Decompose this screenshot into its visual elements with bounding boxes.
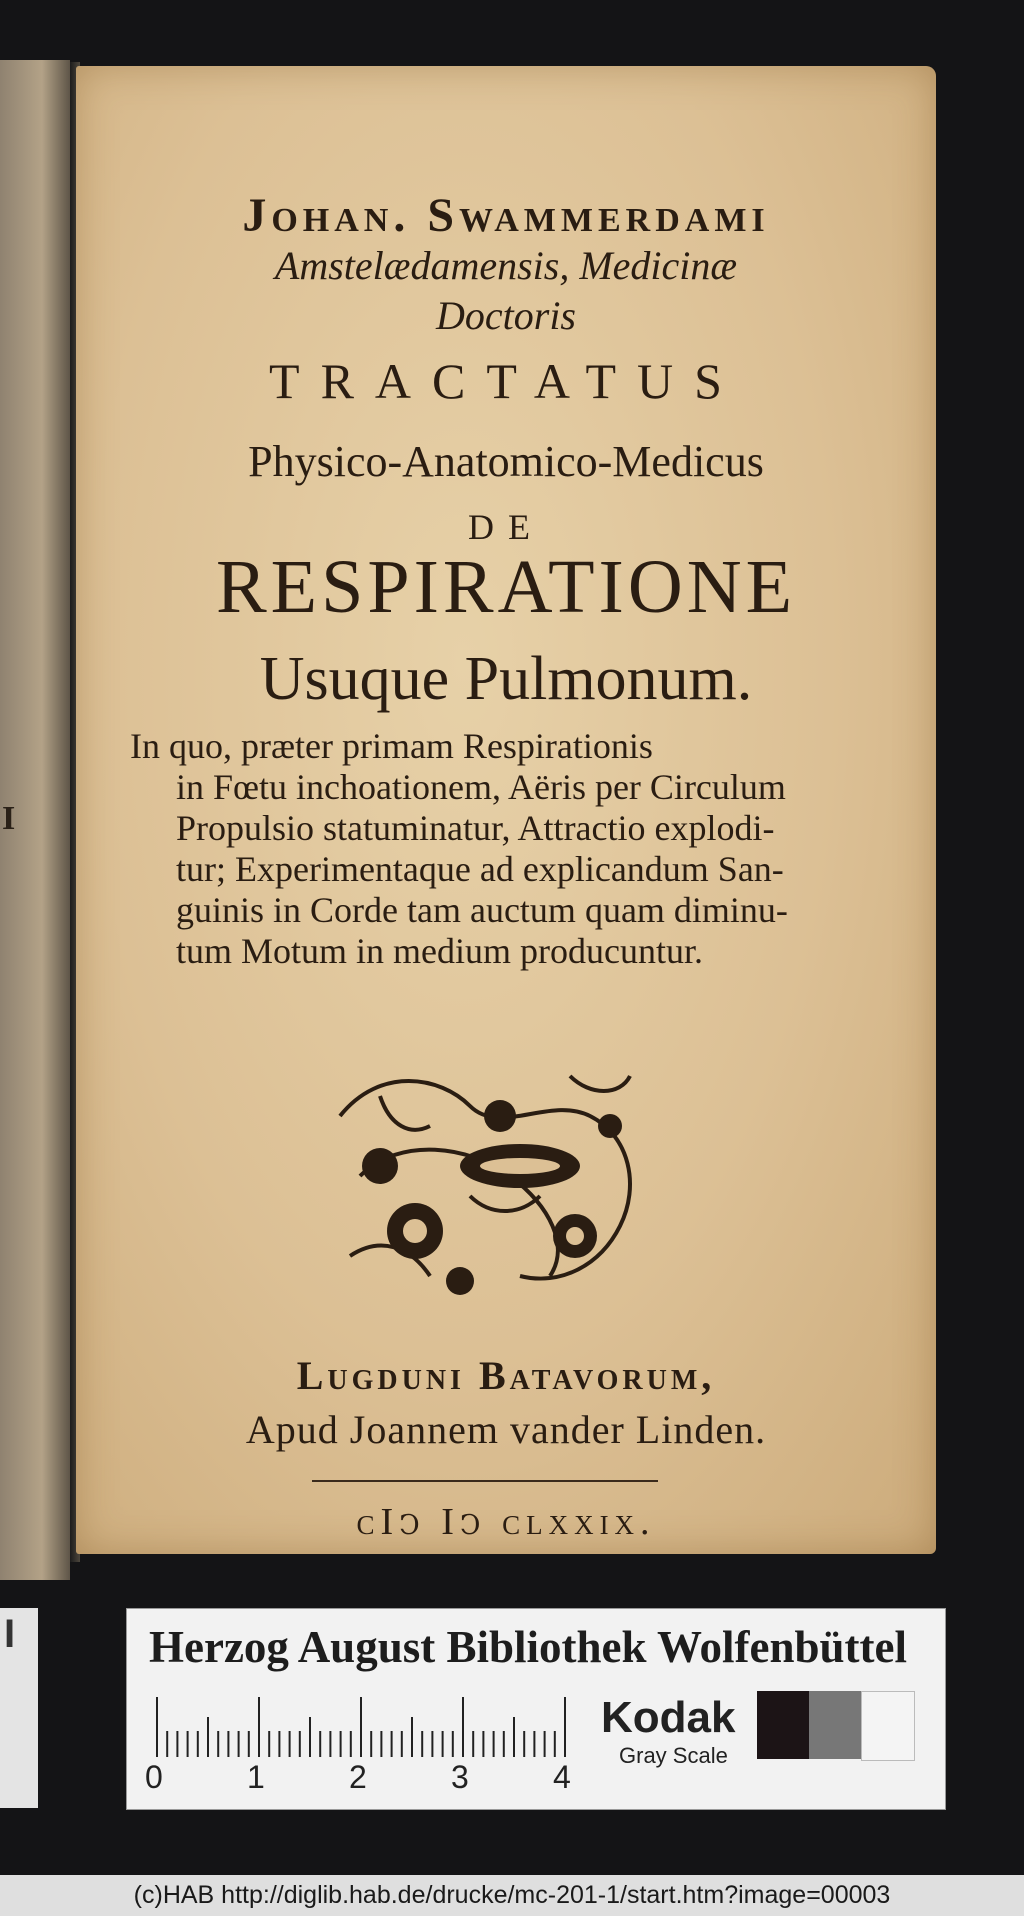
imprint-city: Lugduni Batavorum,: [296, 1353, 716, 1398]
previous-page-edge: [0, 60, 70, 1580]
imprint-publisher: Apud Joannem vander Linden.: [245, 1407, 767, 1452]
description-line: guinis in Corde tam auctum quam diminu-: [176, 890, 788, 930]
gray-swatch-dark: [757, 1691, 809, 1759]
title-page: [76, 66, 936, 1554]
author-origin: Amstelædamensis, Medicinæ: [274, 243, 738, 288]
description-line: tur; Experimentaque ad explicandum San-: [176, 849, 784, 889]
ruler-number: 0: [145, 1759, 163, 1795]
gray-swatch-mid: [809, 1691, 861, 1759]
description-line: In quo, præter primam Respirationis: [130, 726, 653, 766]
main-title: RESPIRATIONE: [215, 545, 797, 629]
title-preposition: DE: [468, 507, 544, 547]
previous-page-mark: I: [2, 800, 16, 837]
work-subject: Physico-Anatomico-Medicus: [248, 437, 764, 486]
ruler-number: 1: [247, 1759, 265, 1795]
printers-ornament-icon: [320, 1056, 650, 1311]
author-degree: Doctoris: [436, 293, 576, 338]
library-color-card: [126, 1608, 946, 1810]
imprint-rule: [312, 1480, 658, 1482]
description-line: tum Motum in medium producuntur.: [176, 931, 703, 971]
ruler-number: 2: [349, 1759, 367, 1795]
library-name: Herzog August Bibliothek Wolfenbüttel: [149, 1622, 907, 1672]
brand-label: Kodak: [601, 1693, 736, 1742]
description-paragraph: [130, 726, 842, 972]
author-name: Johan. Swammerdami: [242, 189, 770, 242]
work-type: TRACTATUS: [269, 353, 743, 409]
description-line: Propulsio statuminatur, Attractio explodi-: [176, 808, 775, 848]
ruler-number: 3: [451, 1759, 469, 1795]
previous-card-edge: [0, 1608, 38, 1808]
gray-swatch-light: [861, 1691, 915, 1761]
subtitle: Usuque Pulmonum.: [259, 645, 753, 713]
description-line: in Fœtu inchoationem, Aëris per Circulum: [176, 767, 786, 807]
scale-label: Gray Scale: [619, 1743, 728, 1768]
imprint-date: cIↄ Iↄ clxxix.: [356, 1501, 656, 1543]
ruler-number: 4: [553, 1759, 571, 1795]
previous-card-mark: I: [4, 1612, 16, 1656]
image-caption: (c)HAB http://diglib.hab.de/drucke/mc-201-1/start.htm?image=00003: [0, 1875, 1024, 1916]
ruler-scale-icon: [153, 1697, 569, 1757]
